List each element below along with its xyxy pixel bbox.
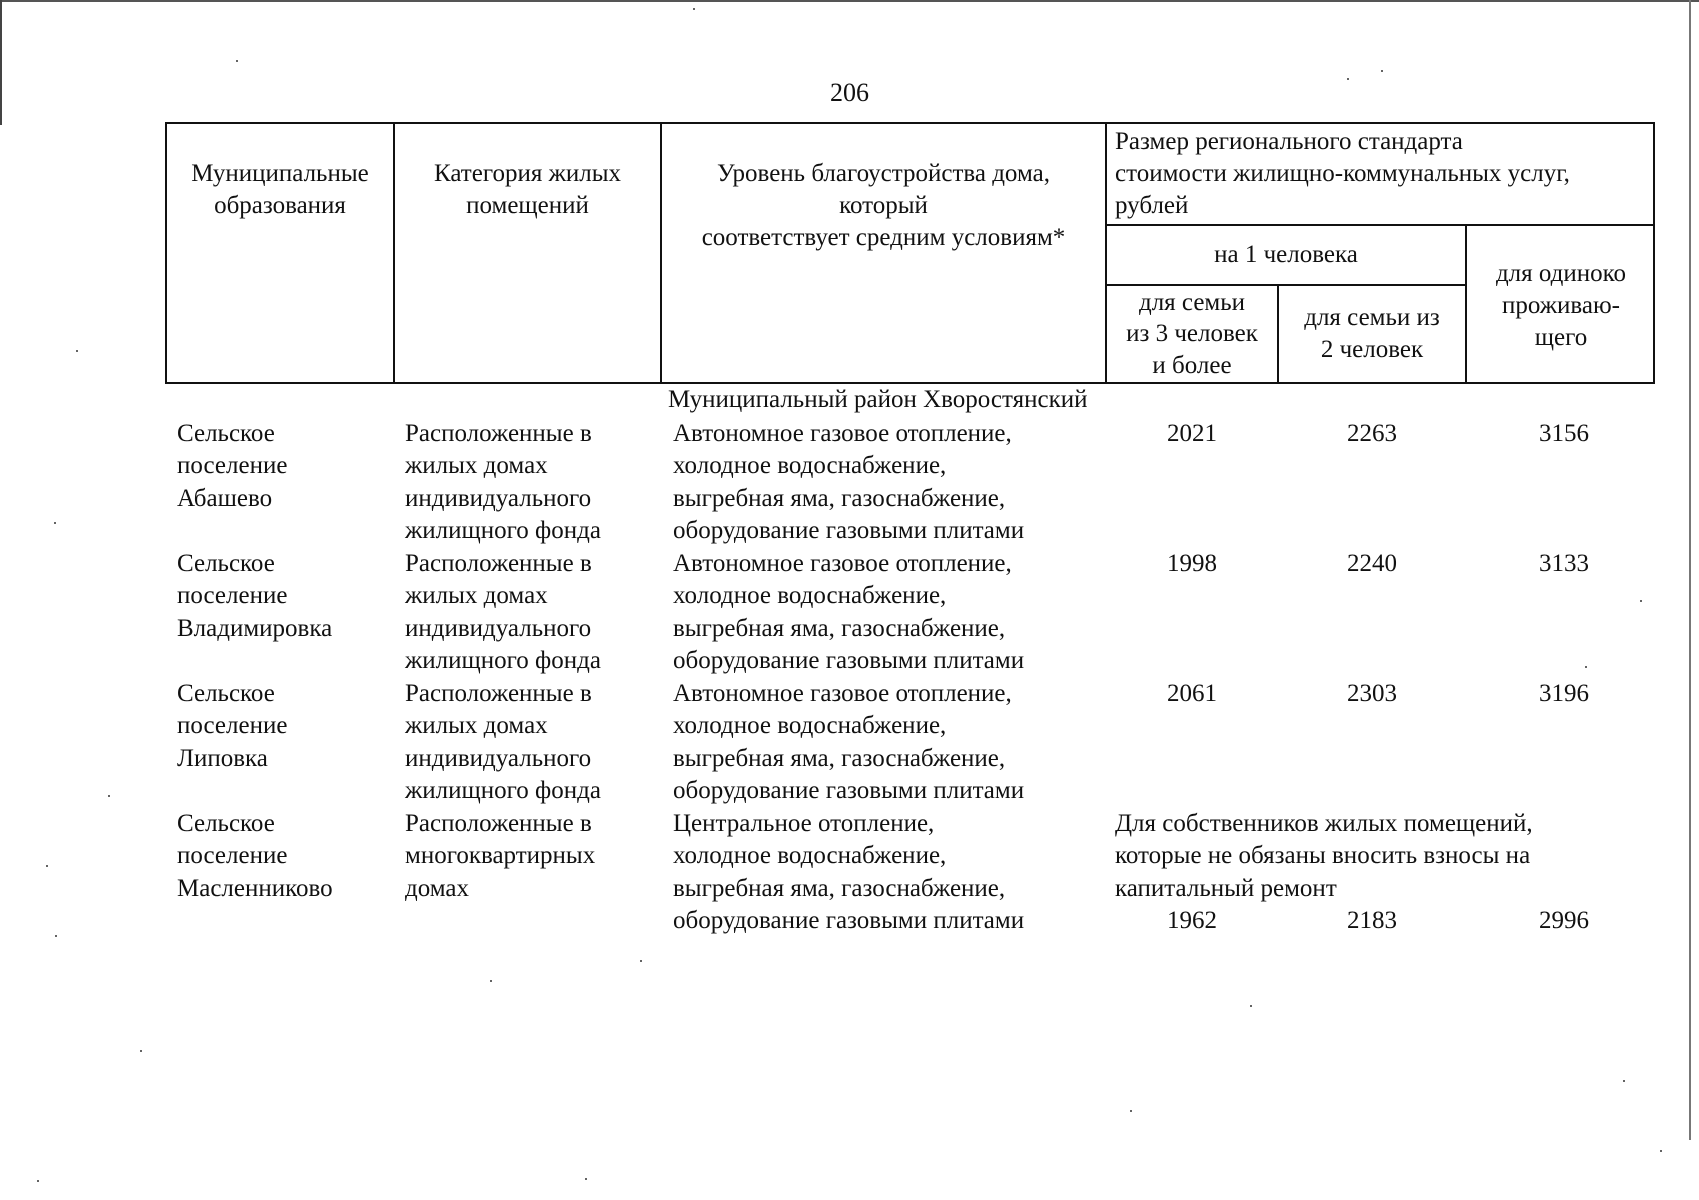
scan-speck [46, 865, 48, 867]
row1-category-3: индивидуального [405, 485, 592, 512]
row4-level-4: оборудование газовыми плитами [673, 907, 1025, 934]
row2-level-4: оборудование газовыми плитами [673, 647, 1025, 674]
scan-speck [54, 522, 56, 524]
row4-category-3: домах [405, 875, 469, 902]
scan-speck [693, 8, 695, 10]
row3-level-3: выгребная яма, газоснабжение, [673, 745, 1006, 772]
row3-family2: 2303 [1347, 680, 1397, 707]
row1-level-3: выгребная яма, газоснабжение, [673, 485, 1006, 512]
row1-level-1: Автономное газовое отопление, [673, 420, 1012, 447]
row4-municipal-2: поселение [177, 842, 288, 869]
header-level-line-1: Уровень благоустройства дома, [717, 160, 1050, 187]
scan-speck [1585, 666, 1587, 668]
row2-single: 3133 [1539, 550, 1589, 577]
district-title: Муниципальный район Хворостянский [668, 386, 1088, 413]
row1-municipal-1: Сельское [177, 420, 275, 447]
row1-category-1: Расположенные в [405, 420, 592, 447]
header-family3-line-1: для семьи [1138, 289, 1246, 316]
row2-municipal-2: поселение [177, 582, 288, 609]
header-municipal-line-1: Муниципальные [191, 160, 369, 187]
scan-speck [140, 1050, 142, 1052]
row4-level-1: Центральное отопление, [673, 810, 935, 837]
row3-single: 3196 [1539, 680, 1589, 707]
row2-level-1: Автономное газовое отопление, [673, 550, 1012, 577]
scan-speck [55, 935, 57, 937]
row4-family3: 1962 [1167, 907, 1217, 934]
row4-category-1: Расположенные в [405, 810, 592, 837]
scan-speck [640, 960, 642, 962]
header-single-line-2: проживаю- [1502, 292, 1620, 319]
row2-category-4: жилищного фонда [405, 647, 601, 674]
row3-category-1: Расположенные в [405, 680, 592, 707]
scan-speck [37, 1180, 39, 1182]
row4-category-2: многоквартирных [405, 842, 596, 869]
header-municipal-line-2: образования [214, 192, 346, 219]
row4-level-3: выгребная яма, газоснабжение, [673, 875, 1006, 902]
header-per-person: на 1 человека [1214, 241, 1358, 268]
row2-family2: 2240 [1347, 550, 1397, 577]
header-hline-1 [1105, 224, 1655, 226]
row2-municipal-3: Владимировка [177, 615, 333, 642]
row2-level-3: выгребная яма, газоснабжение, [673, 615, 1006, 642]
row3-municipal-3: Липовка [177, 745, 268, 772]
row3-level-2: холодное водоснабжение, [673, 712, 947, 739]
scan-speck [1640, 600, 1642, 602]
row4-family2: 2183 [1347, 907, 1397, 934]
row4-note-3: капитальный ремонт [1115, 875, 1337, 902]
row1-single: 3156 [1539, 420, 1589, 447]
row1-municipal-2: поселение [177, 452, 288, 479]
header-family2-line-1: для семьи из [1304, 304, 1440, 331]
row1-level-4: оборудование газовыми плитами [673, 517, 1025, 544]
header-hline-2 [1105, 284, 1467, 286]
row4-municipal-3: Масленниково [177, 875, 333, 902]
header-category-line-1: Категория жилых [434, 160, 621, 187]
row1-category-2: жилых домах [405, 452, 548, 479]
row3-category-2: жилых домах [405, 712, 548, 739]
scan-speck [1623, 1080, 1625, 1082]
row1-municipal-3: Абашево [177, 485, 273, 512]
header-family2-line-2: 2 человек [1320, 336, 1424, 363]
scan-edge-right [1689, 0, 1691, 1140]
header-single-line-3: щего [1534, 324, 1588, 351]
header-category-line-2: помещений [466, 192, 589, 219]
row1-family3: 2021 [1167, 420, 1217, 447]
row1-family2: 2263 [1347, 420, 1397, 447]
scan-speck [1347, 78, 1349, 80]
row2-category-2: жилых домах [405, 582, 548, 609]
row1-category-4: жилищного фонда [405, 517, 601, 544]
scan-speck [490, 980, 492, 982]
header-standard-line-3: рублей [1115, 192, 1189, 219]
scan-edge-top [0, 0, 1699, 2]
scan-speck [1381, 70, 1383, 72]
header-family3-line-3: и более [1152, 352, 1232, 379]
page-number: 206 [830, 78, 869, 107]
row3-category-3: индивидуального [405, 745, 592, 772]
scan-speck [108, 795, 110, 797]
row3-category-4: жилищного фонда [405, 777, 601, 804]
scan-speck [236, 60, 238, 62]
row3-level-1: Автономное газовое отопление, [673, 680, 1012, 707]
row2-level-2: холодное водоснабжение, [673, 582, 947, 609]
row4-note-1: Для собственников жилых помещений, [1115, 810, 1533, 837]
header-single-line-1: для одиноко [1495, 260, 1627, 287]
row2-category-3: индивидуального [405, 615, 592, 642]
header-standard-line-2: стоимости жилищно-коммунальных услуг, [1115, 160, 1570, 187]
row4-single: 2996 [1539, 907, 1589, 934]
row4-municipal-1: Сельское [177, 810, 275, 837]
scan-speck [1660, 1150, 1662, 1152]
header-level-line-2: который [839, 192, 928, 219]
scan-speck [1250, 1005, 1252, 1007]
scan-speck [585, 1178, 587, 1180]
row4-level-2: холодное водоснабжение, [673, 842, 947, 869]
header-level-line-3: соответствует средним условиям* [701, 224, 1066, 251]
row1-level-2: холодное водоснабжение, [673, 452, 947, 479]
header-standard-line-1: Размер регионального стандарта [1115, 128, 1463, 155]
row4-note-2: которые не обязаны вносить взносы на [1115, 842, 1531, 869]
row3-municipal-2: поселение [177, 712, 288, 739]
row2-municipal-1: Сельское [177, 550, 275, 577]
header-family3-line-2: из 3 человек [1126, 320, 1258, 347]
row3-family3: 2061 [1167, 680, 1217, 707]
row3-level-4: оборудование газовыми плитами [673, 777, 1025, 804]
scan-speck [1130, 1110, 1132, 1112]
row2-category-1: Расположенные в [405, 550, 592, 577]
row3-municipal-1: Сельское [177, 680, 275, 707]
scan-speck [76, 350, 78, 352]
row2-family3: 1998 [1167, 550, 1217, 577]
